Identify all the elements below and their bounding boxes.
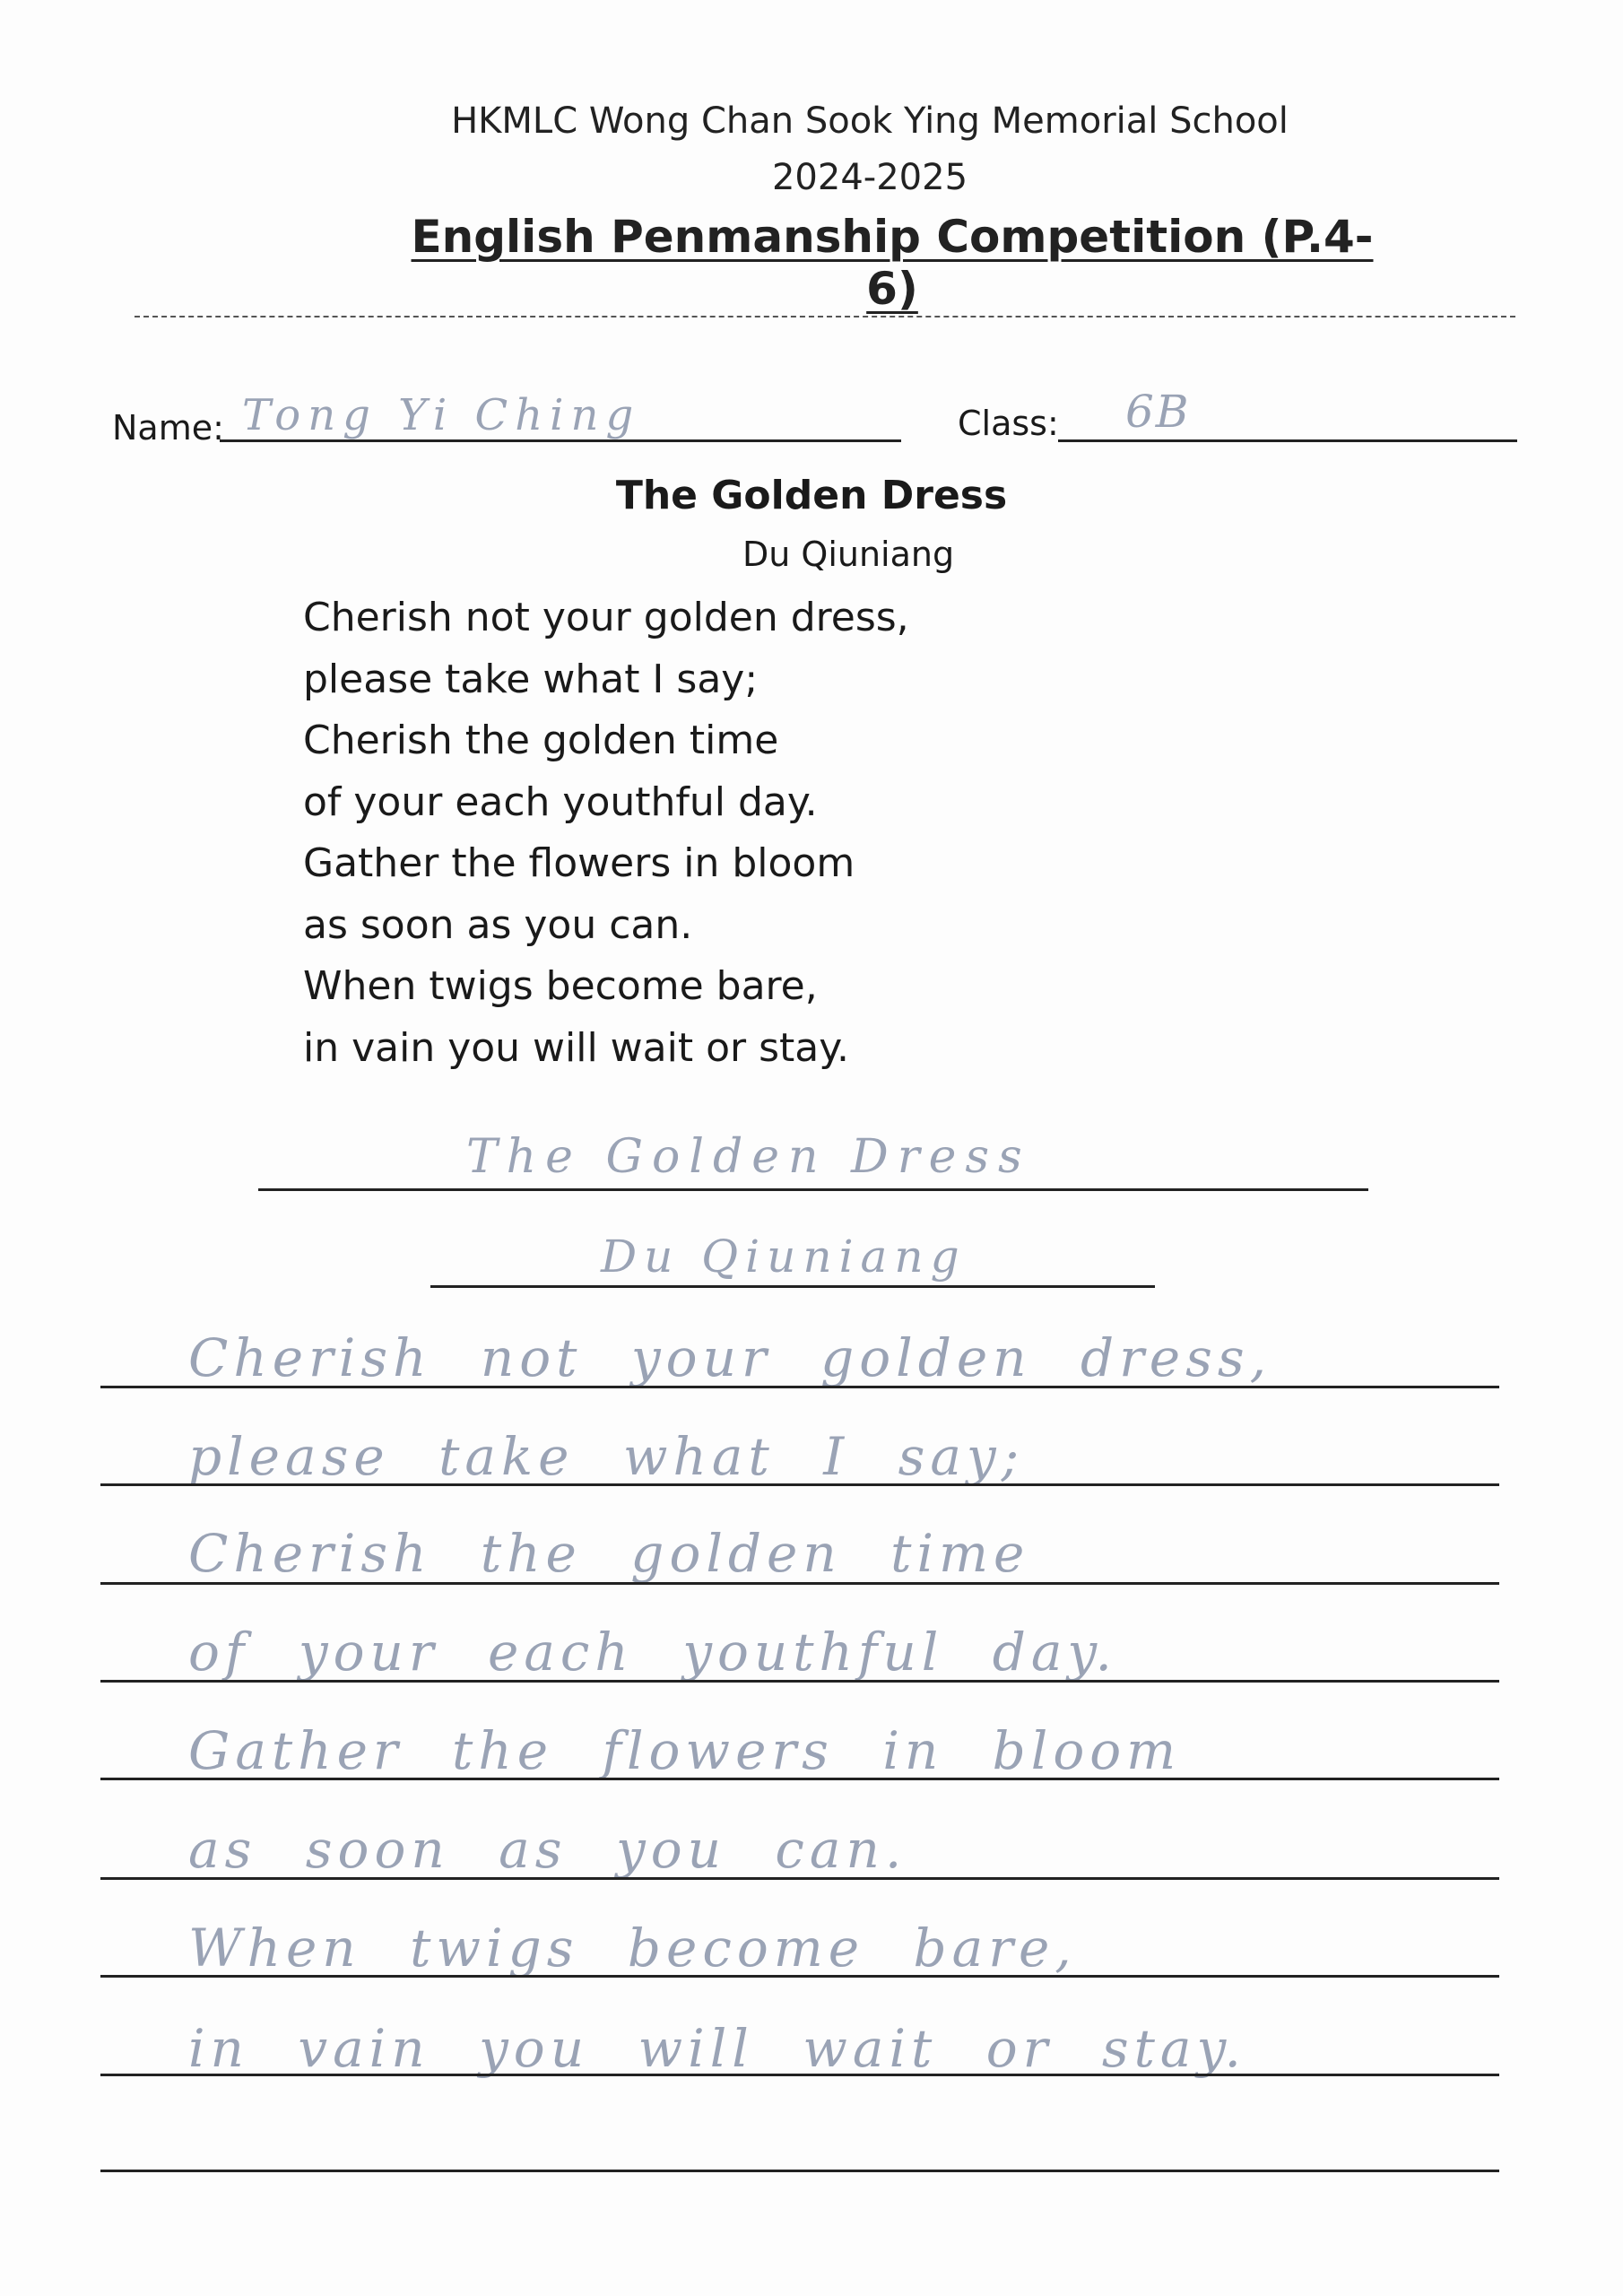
writing-line — [100, 1483, 1499, 1486]
writing-line-author — [430, 1285, 1155, 1288]
handwritten-line[interactable]: please take what I say; — [188, 1426, 1025, 1487]
writing-line — [100, 2074, 1499, 2076]
writing-line — [100, 1680, 1499, 1683]
poem-body — [303, 587, 1110, 1079]
poem-line: Gather the flowers in bloom — [303, 840, 855, 886]
competition-title: English Penmanship Competition (P.4-6) — [411, 211, 1374, 315]
poem-line: Cherish the golden time — [303, 718, 779, 763]
school-name: HKMLC Wong Chan Sook Ying Memorial School — [451, 100, 1289, 142]
poem-line: When twigs become bare, — [303, 963, 818, 1009]
handwritten-line[interactable]: in vain you will wait or stay. — [188, 2018, 1246, 2079]
writing-line — [100, 1582, 1499, 1585]
school-year: 2024-2025 — [771, 157, 968, 198]
poem-line: in vain you will wait or stay. — [303, 1024, 849, 1071]
poem-title: The Golden Dress — [615, 473, 1008, 518]
handwritten-title[interactable]: The Golden Dress — [466, 1130, 1031, 1184]
poem-line: as soon as you can. — [303, 901, 693, 948]
handwritten-line[interactable]: as soon as you can. — [188, 1819, 907, 1880]
writing-line — [100, 1386, 1499, 1388]
writing-line-title — [258, 1188, 1368, 1191]
poem-line: of your each youthful day. — [303, 778, 818, 825]
name-field-value[interactable]: Tong Yi Ching — [242, 390, 641, 440]
handwritten-line[interactable]: of your each youthful day. — [188, 1622, 1117, 1683]
writing-line-blank — [100, 2170, 1499, 2172]
class-field-line — [1058, 439, 1517, 442]
handwritten-line[interactable]: Cherish the golden time — [188, 1523, 1030, 1584]
handwritten-author[interactable]: Du Qiuniang — [601, 1231, 967, 1283]
handwritten-line[interactable]: Cherish not your golden dress, — [188, 1327, 1272, 1388]
poem-author: Du Qiuniang — [742, 535, 955, 574]
handwritten-line[interactable]: Gather the flowers in bloom — [188, 1720, 1182, 1781]
class-label: Class: — [958, 404, 1059, 443]
name-label: Name: — [112, 408, 224, 448]
writing-line — [100, 1975, 1499, 1978]
writing-line — [100, 1877, 1499, 1880]
poem-line: Cherish not your golden dress, — [303, 595, 909, 640]
handwritten-line[interactable]: When twigs become bare, — [188, 1918, 1077, 1979]
writing-line — [100, 1778, 1499, 1780]
dashed-divider — [135, 316, 1515, 317]
poem-line: please take what I say; — [303, 656, 759, 702]
class-field-value[interactable]: 6B — [1125, 386, 1191, 438]
